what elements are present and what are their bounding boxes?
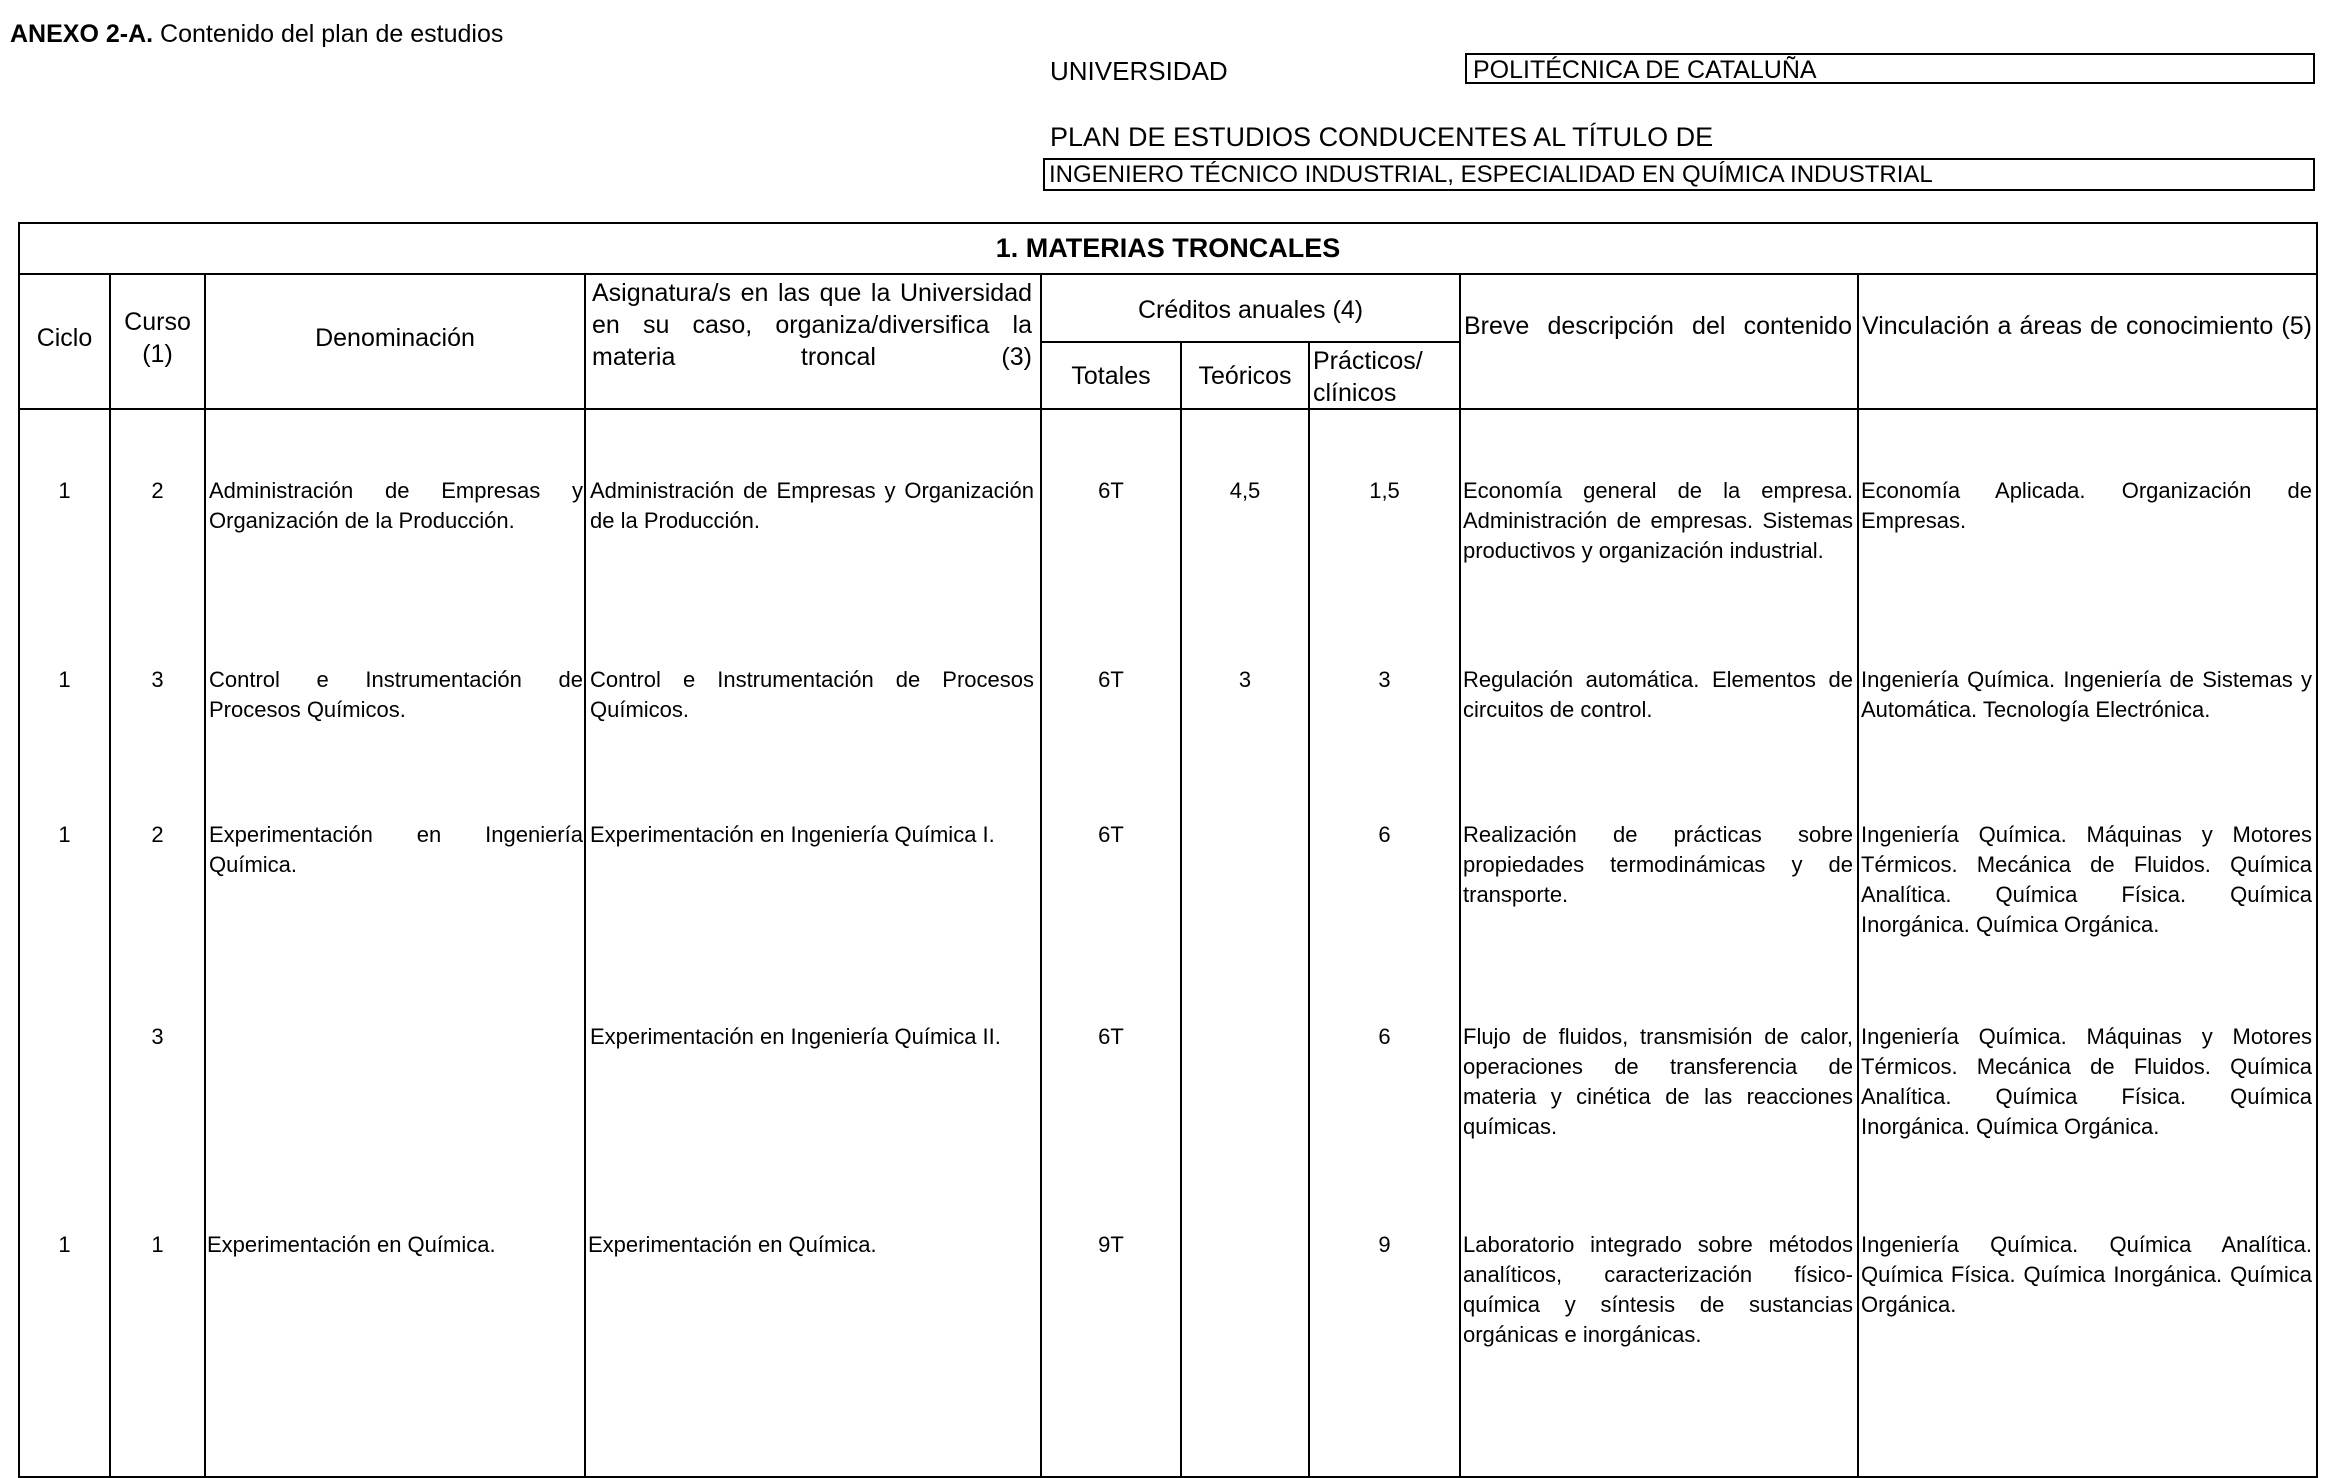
cell-descripcion: Laboratorio integrado sobre métodos analíticos, caracterización físico-química y síntesis de sustancias orgánicas e inorgánicas. — [1463, 1232, 1853, 1347]
cell-curso: 2 — [151, 822, 164, 847]
cell-teoricos: 4,5 — [1229, 478, 1261, 503]
cell-asignatura: Experimentación en Química. — [588, 1232, 877, 1257]
cell-totales: 6T — [1098, 1024, 1124, 1049]
cell-asignatura: Experimentación en Ingeniería Química II. — [590, 1024, 1001, 1049]
annex-heading — [10, 20, 503, 49]
col-header-practicos: Prácticos/ clínicos — [1313, 347, 1423, 407]
degree-value-box: INGENIERO TÉCNICO INDUSTRIAL, ESPECIALIDAD EN QUÍMICA INDUSTRIAL — [1043, 158, 2315, 191]
cell-totales: 6T — [1098, 667, 1124, 692]
col-divider — [204, 273, 206, 1476]
cell-practicos: 6 — [1378, 1024, 1391, 1049]
cell-vinculacion: Ingeniería Química. Química Analítica. Química Física. Química Inorgánica. Química Orgánica. — [1861, 1232, 2312, 1317]
cell-asignatura: Experimentación en Ingeniería Química I. — [590, 822, 995, 847]
cell-ciclo: 1 — [58, 822, 71, 847]
cell-practicos: 9 — [1378, 1232, 1391, 1257]
plan-label: PLAN DE ESTUDIOS CONDUCENTES AL TÍTULO DE — [1050, 122, 1714, 152]
table-title: 1. MATERIAS TRONCALES — [995, 233, 1341, 263]
credits-divider — [1040, 341, 1460, 343]
col-header-vinculacion: Vinculación a áreas de conocimiento (5) — [1862, 312, 2312, 340]
university-label: UNIVERSIDAD — [1050, 56, 1228, 86]
col-divider — [1308, 341, 1310, 1476]
cell-vinculacion: Ingeniería Química. Máquinas y Motores Térmicos. Mecánica de Fluidos. Química Analítica. Química Física. Química Inorgánica. Química Orgánica. — [1861, 822, 2312, 937]
cell-denominacion: Experimentación en Química. — [207, 1232, 496, 1257]
cell-descripcion: Realización de prácticas sobre propiedades termodinámicas y de transporte. — [1463, 822, 1853, 907]
col-header-curso: Curso (1) — [124, 308, 191, 368]
cell-descripcion: Flujo de fluidos, transmisión de calor, operaciones de transferencia de materia y cinética de las reacciones químicas. — [1463, 1024, 1853, 1139]
col-divider — [109, 273, 111, 1476]
cell-denominacion: Administración de Empresas y Organización de la Producción. — [209, 478, 583, 533]
cell-denominacion: Control e Instrumentación de Procesos Químicos. — [209, 667, 583, 722]
annex-caption: Contenido del plan de estudios — [153, 20, 504, 48]
cell-asignatura: Control e Instrumentación de Procesos Químicos. — [590, 667, 1034, 722]
col-divider — [1857, 273, 1859, 1476]
col-divider — [1040, 273, 1042, 1476]
cell-curso: 1 — [151, 1232, 164, 1257]
col-header-teoricos: Teóricos — [1198, 362, 1292, 390]
cell-practicos: 3 — [1378, 667, 1391, 692]
col-divider — [1459, 273, 1461, 1476]
cell-vinculacion: Ingeniería Química. Máquinas y Motores Térmicos. Mecánica de Fluidos. Química Analítica. Química Física. Química Inorgánica. Química Orgánica. — [1861, 1024, 2312, 1139]
cell-curso: 3 — [151, 1024, 164, 1049]
cell-descripcion: Regulación automática. Elementos de circuitos de control. — [1463, 667, 1853, 722]
cell-vinculacion: Economía Aplicada. Organización de Empresas. — [1861, 478, 2312, 533]
title-divider — [18, 273, 2318, 275]
header-divider — [18, 408, 2318, 410]
col-divider — [1180, 341, 1182, 1476]
col-header-denominacion: Denominación — [315, 324, 475, 352]
cell-teoricos: 3 — [1238, 667, 1252, 692]
cell-denominacion: Experimentación en Ingeniería Química. — [209, 822, 583, 877]
col-header-asignatura: Asignatura/s en las que la Universidad en su caso, organiza/diversifica la materia troncal (3) — [592, 279, 1032, 371]
cell-descripcion: Economía general de la empresa. Administración de empresas. Sistemas productivos y organización industrial. — [1463, 478, 1853, 563]
col-header-creditos: Créditos anuales (4) — [1137, 296, 1364, 324]
cell-ciclo: 1 — [58, 667, 71, 692]
cell-totales: 9T — [1098, 1232, 1124, 1257]
cell-vinculacion: Ingeniería Química. Ingeniería de Sistemas y Automática. Tecnología Electrónica. — [1861, 667, 2312, 722]
cell-curso: 3 — [151, 667, 164, 692]
cell-totales: 6T — [1098, 822, 1124, 847]
col-header-descripcion: Breve descripción del contenido — [1464, 312, 1852, 340]
cell-practicos: 1,5 — [1369, 478, 1400, 503]
university-value-box: POLITÉCNICA DE CATALUÑA — [1465, 53, 2315, 84]
cell-asignatura: Administración de Empresas y Organización de la Producción. — [590, 478, 1034, 533]
col-header-totales: Totales — [1071, 362, 1151, 390]
cell-ciclo: 1 — [58, 478, 71, 503]
cell-curso: 2 — [151, 478, 164, 503]
annex-number: ANEXO 2-A. — [10, 20, 154, 48]
col-header-ciclo: Ciclo — [36, 324, 93, 352]
cell-totales: 6T — [1098, 478, 1124, 503]
cell-ciclo: 1 — [58, 1232, 71, 1257]
cell-practicos: 6 — [1378, 822, 1391, 847]
col-divider — [584, 273, 586, 1476]
